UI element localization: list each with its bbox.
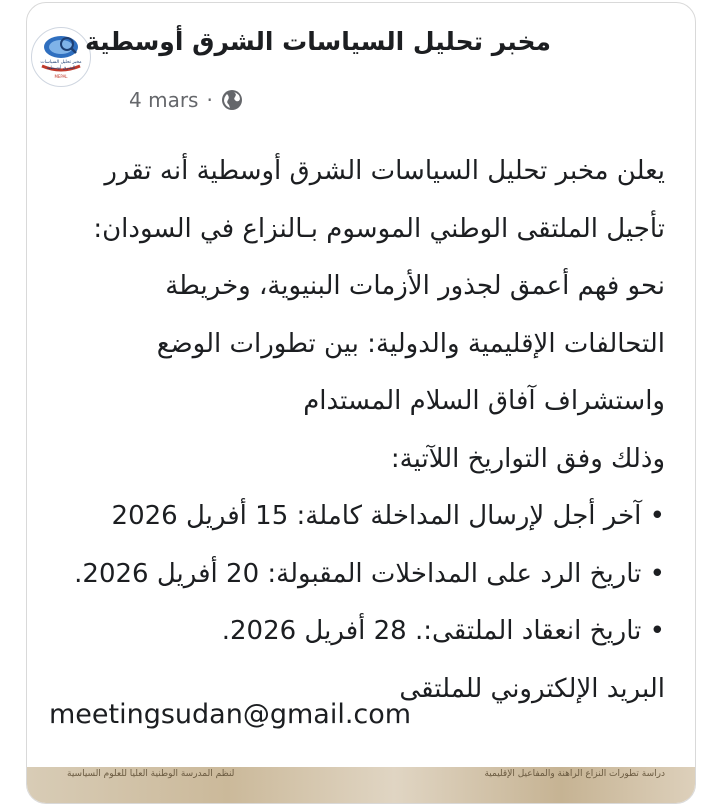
attached-image-caption: دراسة تطورات النزاع الراهنة والمفاعيل الإقليمية [484,769,665,779]
meta-separator: · [206,88,213,112]
attached-image[interactable] [27,767,695,804]
deadline-item: • آخر أجل لإرسال المداخلة كاملة: 15 أفريل 2026 [111,501,665,531]
post-line: تأجيل الملتقى الوطني الموسوم بـالنزاع في السودان: [93,213,665,244]
attached-image-caption: لنظم المدرسة الوطنية العليا للعلوم السياسية [67,769,235,779]
page-name[interactable]: مخبر تحليل السياسات الشرق أوسطية [85,27,551,56]
page-avatar[interactable] [31,27,91,87]
deadline-item: • تاريخ انعقاد الملتقى:. 28 أفريل 2026. [221,616,665,646]
globe-icon[interactable] [221,89,243,111]
avatar-line3: MEPAL [54,74,68,79]
email-address[interactable]: meetingsudan@gmail.com [49,699,412,730]
post-timestamp[interactable]: 4 mars [129,88,199,112]
post-line: التحالفات الإقليمية والدولية: بين تطورات الوضع [156,328,665,359]
post-line: نحو فهم أعمق لجذور الأزمات البنيوية، وخريطة [165,271,665,301]
post-line: يعلن مخبر تحليل السياسات الشرق أوسطية أنه تقرر [104,156,665,186]
avatar-line2: الشرق أوسطية [46,66,76,71]
lab-logo-icon [32,28,90,86]
post-body [74,143,665,718]
deadline-item: • تاريخ الرد على المداخلات المقبولة: 20 أفريل 2026. [74,558,665,589]
avatar-line1: مخبر تحليل السياسات [40,60,82,65]
post-line: وذلك وفق التواريخ اللآتية: [390,443,665,474]
post-card [26,2,696,804]
post-meta [129,85,243,115]
post-line: واستشراف آفاق السلام المستدام [303,386,665,416]
email-label: البريد الإلكتروني للملتقى [399,673,665,704]
